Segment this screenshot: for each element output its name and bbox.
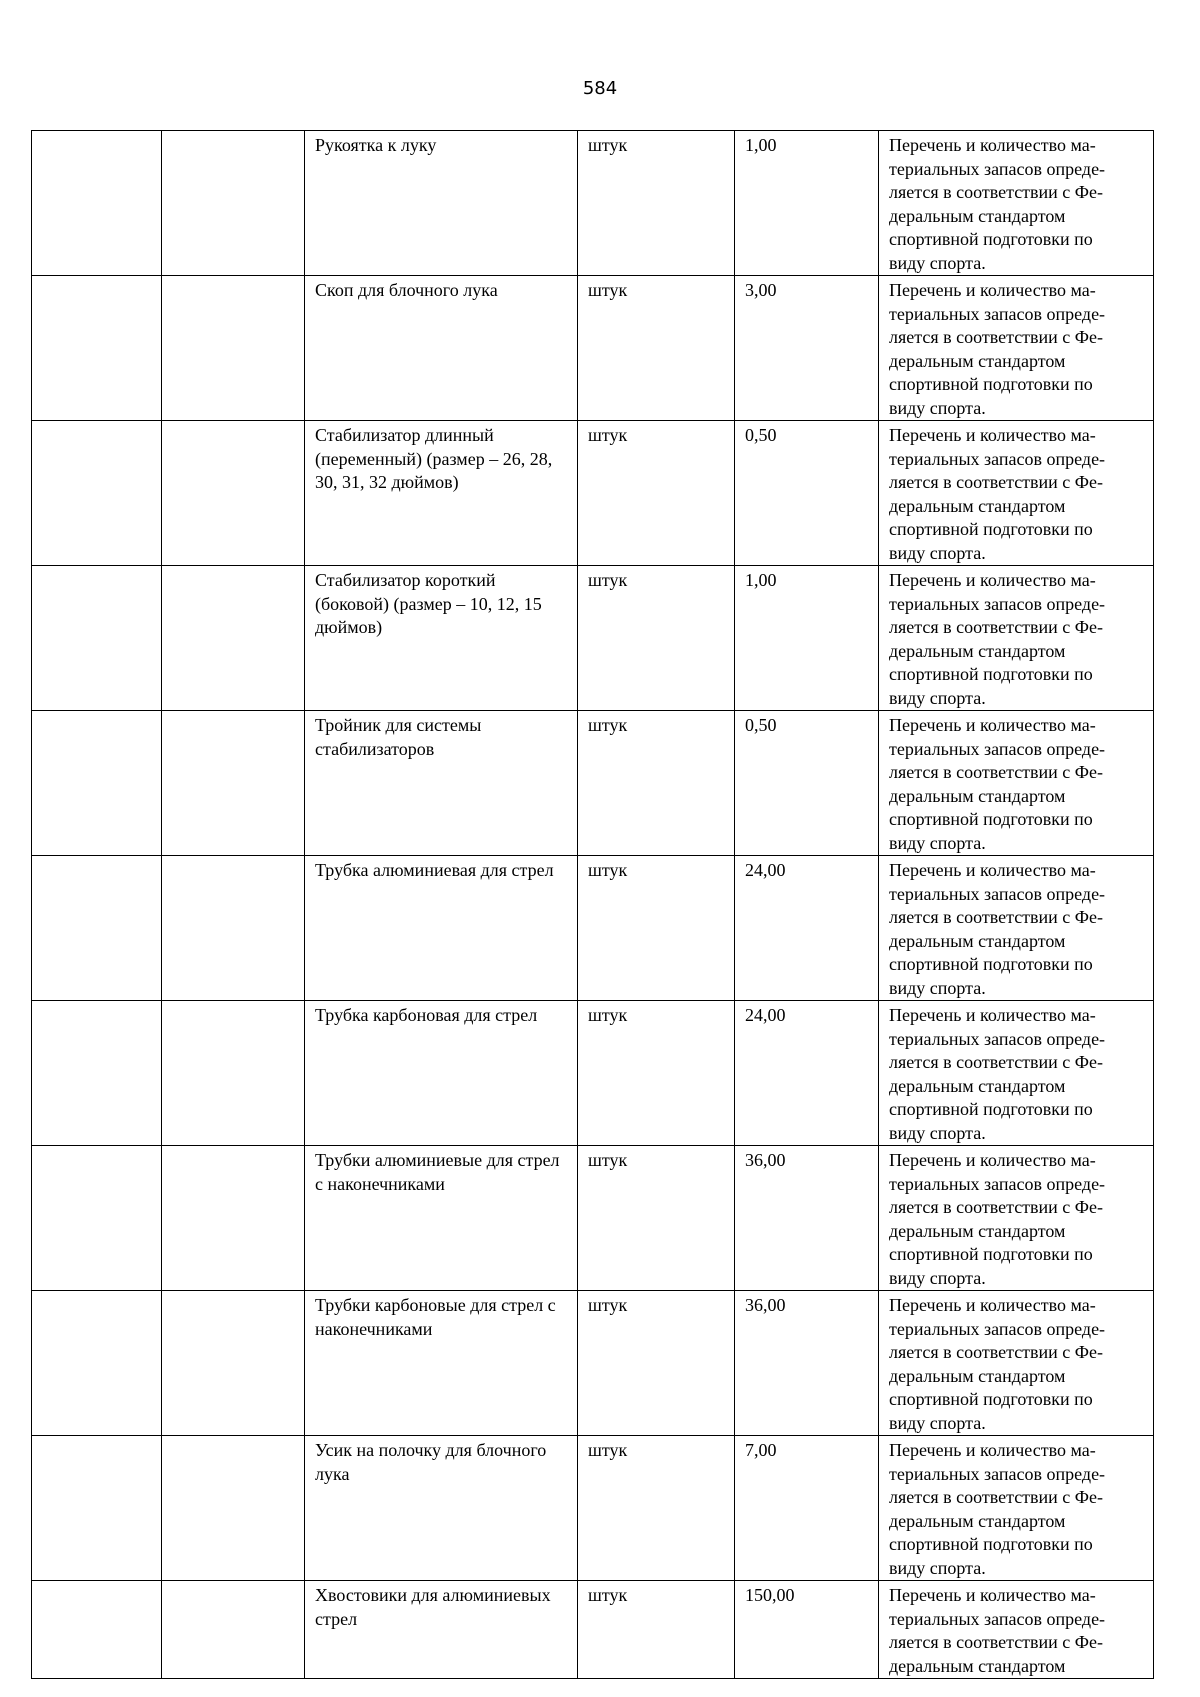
quantity-cell: 150,00 (735, 1581, 879, 1679)
note-line: деральным стандартом (889, 640, 1066, 661)
note-line: ляется в соответствии с Фе- (889, 762, 1104, 782)
empty-cell-1 (32, 711, 162, 856)
unit-cell: штук (578, 1581, 735, 1679)
empty-cell-2 (162, 421, 305, 566)
unit-cell: штук (578, 711, 735, 856)
item-name-cell: Хвостовики для алюминиевых стрел (305, 1581, 578, 1679)
unit-cell: штук (578, 1001, 735, 1146)
unit-cell: штук (578, 1436, 735, 1581)
table-row (32, 421, 1154, 566)
note-line: деральным стандартом (889, 350, 1066, 371)
empty-cell-1 (32, 856, 162, 1001)
note-line: спортивной подготовки по (889, 664, 1093, 684)
item-name-cell: Усик на полочку для блочного лука (305, 1436, 578, 1581)
note-line: Перечень и количество ма- (889, 1150, 1096, 1170)
note-line: спортивной подготовки по (889, 519, 1093, 539)
note-line: виду спорта. (889, 397, 986, 418)
item-name-cell: Трубка алюминиевая для стрел (305, 856, 578, 1001)
unit-cell: штук (578, 1146, 735, 1291)
note-cell (879, 276, 1154, 421)
note-line: спортивной подготовки по (889, 809, 1093, 829)
note-line: виду спорта. (889, 832, 986, 853)
note-line: Перечень и количество ма- (889, 280, 1096, 300)
unit-cell: штук (578, 131, 735, 276)
empty-cell-1 (32, 1291, 162, 1436)
note-line: ляется в соответствии с Фе- (889, 472, 1104, 492)
note-line: Перечень и количество ма- (889, 1295, 1096, 1315)
note-line: териальных запасов опреде- (889, 158, 1106, 179)
note-line: Перечень и количество ма- (889, 715, 1096, 735)
note-line: виду спорта. (889, 1557, 986, 1578)
note-line: ляется в соответствии с Фе- (889, 1342, 1104, 1362)
table-row (32, 566, 1154, 711)
note-line: спортивной подготовки по (889, 229, 1093, 249)
note-line: ляется в соответствии с Фе- (889, 1632, 1104, 1652)
note-line: териальных запасов опреде- (889, 1318, 1106, 1339)
item-name-cell: Стабилизатор длинный (переменный) (размер – 26, 28, 30, 31, 32 дюймов) (305, 421, 578, 566)
empty-cell-2 (162, 276, 305, 421)
quantity-cell: 1,00 (735, 566, 879, 711)
note-line: деральным стандартом (889, 1365, 1066, 1386)
unit-cell: штук (578, 421, 735, 566)
empty-cell-2 (162, 1436, 305, 1581)
note-line: спортивной подготовки по (889, 1389, 1093, 1409)
note-line: деральным стандартом (889, 1075, 1066, 1096)
empty-cell-1 (32, 421, 162, 566)
note-line: териальных запасов опреде- (889, 738, 1106, 759)
note-line: виду спорта. (889, 1122, 986, 1143)
note-line: виду спорта. (889, 1412, 986, 1433)
item-name-cell: Стабилизатор короткий (боковой) (размер – 10, 12, 15 дюймов) (305, 566, 578, 711)
empty-cell-2 (162, 566, 305, 711)
table-body (32, 131, 1154, 1679)
quantity-cell: 7,00 (735, 1436, 879, 1581)
quantity-cell: 1,00 (735, 131, 879, 276)
note-line: териальных запасов опреде- (889, 883, 1106, 904)
note-line: деральным стандартом (889, 1510, 1066, 1531)
note-line: териальных запасов опреде- (889, 303, 1106, 324)
materials-table (31, 130, 1154, 1679)
note-line: ляется в соответствии с Фе- (889, 907, 1104, 927)
note-line: Перечень и количество ма- (889, 570, 1096, 590)
unit-cell: штук (578, 1291, 735, 1436)
unit-cell: штук (578, 566, 735, 711)
quantity-cell: 0,50 (735, 421, 879, 566)
table-row (32, 1436, 1154, 1581)
note-line: виду спорта. (889, 977, 986, 998)
item-name-cell: Трубки алюминиевые для стрел с наконечниками (305, 1146, 578, 1291)
unit-cell: штук (578, 276, 735, 421)
note-line: деральным стандартом (889, 495, 1066, 516)
note-line: деральным стандартом (889, 1220, 1066, 1241)
empty-cell-1 (32, 1146, 162, 1291)
note-line: спортивной подготовки по (889, 1244, 1093, 1264)
note-line: спортивной подготовки по (889, 374, 1093, 394)
note-line: териальных запасов опреде- (889, 1028, 1106, 1049)
note-line: спортивной подготовки по (889, 1534, 1093, 1554)
note-line: териальных запасов опреде- (889, 1463, 1106, 1484)
note-cell (879, 1581, 1154, 1679)
item-name-cell: Скоп для блочного лука (305, 276, 578, 421)
note-line: Перечень и количество ма- (889, 425, 1096, 445)
item-name-cell: Рукоятка к луку (305, 131, 578, 276)
note-line: Перечень и количество ма- (889, 135, 1096, 155)
empty-cell-2 (162, 1001, 305, 1146)
note-line: ляется в соответствии с Фе- (889, 327, 1104, 347)
note-line: деральным стандартом (889, 930, 1066, 951)
empty-cell-1 (32, 276, 162, 421)
quantity-cell: 24,00 (735, 1001, 879, 1146)
note-cell (879, 1001, 1154, 1146)
quantity-cell: 24,00 (735, 856, 879, 1001)
table-row (32, 1291, 1154, 1436)
table-row (32, 1581, 1154, 1679)
note-cell (879, 711, 1154, 856)
note-line: териальных запасов опреде- (889, 1173, 1106, 1194)
table-row (32, 1146, 1154, 1291)
quantity-cell: 0,50 (735, 711, 879, 856)
note-line: Перечень и количество ма- (889, 1005, 1096, 1025)
note-line: териальных запасов опреде- (889, 1608, 1106, 1629)
unit-cell: штук (578, 856, 735, 1001)
note-line: териальных запасов опреде- (889, 593, 1106, 614)
empty-cell-2 (162, 856, 305, 1001)
note-line: ляется в соответствии с Фе- (889, 182, 1104, 202)
empty-cell-1 (32, 1581, 162, 1679)
note-line: деральным стандартом (889, 785, 1066, 806)
quantity-cell: 3,00 (735, 276, 879, 421)
empty-cell-1 (32, 566, 162, 711)
note-cell (879, 856, 1154, 1001)
note-line: спортивной подготовки по (889, 954, 1093, 974)
table-row (32, 711, 1154, 856)
note-line: виду спорта. (889, 687, 986, 708)
item-name-cell: Трубки карбоновые для стрел с наконечниками (305, 1291, 578, 1436)
note-line: деральным стандартом (889, 1655, 1066, 1676)
note-cell (879, 131, 1154, 276)
table-row (32, 276, 1154, 421)
note-line: ляется в соответствии с Фе- (889, 617, 1104, 637)
note-line: Перечень и количество ма- (889, 860, 1096, 880)
empty-cell-2 (162, 1581, 305, 1679)
note-line: виду спорта. (889, 252, 986, 273)
note-cell (879, 1436, 1154, 1581)
table-row (32, 131, 1154, 276)
note-line: ляется в соответствии с Фе- (889, 1197, 1104, 1217)
empty-cell-2 (162, 1291, 305, 1436)
note-line: виду спорта. (889, 542, 986, 563)
note-cell (879, 1291, 1154, 1436)
note-line: виду спорта. (889, 1267, 986, 1288)
empty-cell-2 (162, 1146, 305, 1291)
item-name-cell: Трубка карбоновая для стрел (305, 1001, 578, 1146)
note-line: спортивной подготовки по (889, 1099, 1093, 1119)
note-cell (879, 566, 1154, 711)
empty-cell-1 (32, 131, 162, 276)
table-row (32, 856, 1154, 1001)
empty-cell-2 (162, 711, 305, 856)
item-name-cell: Тройник для системы стабилизаторов (305, 711, 578, 856)
note-line: териальных запасов опреде- (889, 448, 1106, 469)
note-cell (879, 1146, 1154, 1291)
note-line: ляется в соответствии с Фе- (889, 1052, 1104, 1072)
note-line: Перечень и количество ма- (889, 1585, 1096, 1605)
quantity-cell: 36,00 (735, 1146, 879, 1291)
note-line: ляется в соответствии с Фе- (889, 1487, 1104, 1507)
empty-cell-2 (162, 131, 305, 276)
empty-cell-1 (32, 1001, 162, 1146)
note-line: Перечень и количество ма- (889, 1440, 1096, 1460)
quantity-cell: 36,00 (735, 1291, 879, 1436)
page-number: 584 (582, 78, 618, 99)
note-line: деральным стандартом (889, 205, 1066, 226)
empty-cell-1 (32, 1436, 162, 1581)
note-cell (879, 421, 1154, 566)
table-row (32, 1001, 1154, 1146)
